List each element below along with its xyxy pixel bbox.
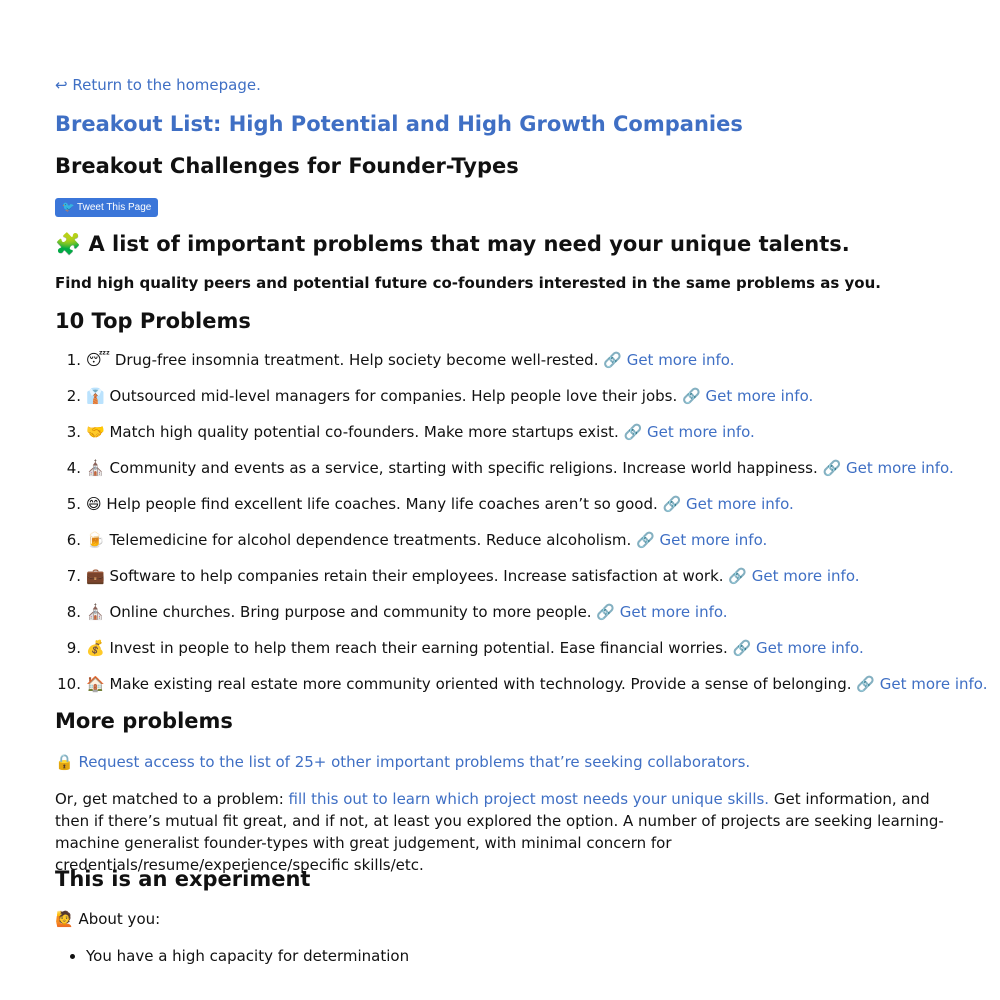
tweet-page-button[interactable]: 🐦 Tweet This Page — [55, 198, 158, 217]
match-paragraph-prefix: Or, get matched to a problem: — [55, 790, 289, 808]
list-number: 9. — [66, 639, 81, 657]
list-item — [55, 422, 955, 458]
problem-text: 🏠 Make existing real estate more community oriented with technology. Provide a sense of belonging. — [86, 675, 852, 693]
problem-text: 💼 Software to help companies retain their employees. Increase satisfaction at work. — [86, 567, 724, 585]
problem-text: 🍺 Telemedicine for alcohol dependence treatments. Reduce alcoholism. — [86, 531, 632, 549]
list-item — [55, 350, 955, 386]
experiment-heading: This is an experiment — [55, 867, 311, 891]
request-access-link[interactable]: 🔒 Request access to the list of 25+ other important problems that’re seeking collaborators. — [55, 753, 751, 771]
list-number: 10. — [57, 675, 81, 693]
return-homepage-link[interactable]: ↩ Return to the homepage. — [55, 76, 261, 94]
problem-text: ⛪ Community and events as a service, starting with specific religions. Increase world happiness. — [86, 459, 818, 477]
intro-heading: 🧩 A list of important problems that may need your unique talents. — [55, 232, 850, 256]
list-item — [55, 530, 955, 566]
about-you-list — [55, 946, 409, 966]
list-item — [55, 386, 955, 422]
get-more-info-link[interactable]: 🔗 Get more info. — [603, 351, 735, 369]
list-number: 2. — [66, 387, 81, 405]
list-number: 8. — [66, 603, 81, 621]
list-item: • You have a high capacity for determination — [86, 946, 409, 966]
list-number: 1. — [66, 351, 81, 369]
more-problems-heading: More problems — [55, 709, 233, 733]
list-item — [55, 674, 988, 710]
problem-text: 😴 Drug-free insomnia treatment. Help society become well-rested. — [86, 351, 599, 369]
get-more-info-link[interactable]: 🔗 Get more info. — [623, 423, 755, 441]
problem-text: 🤝 Match high quality potential co-founders. Make more startups exist. — [86, 423, 619, 441]
list-number: 5. — [66, 495, 81, 513]
list-item — [55, 602, 955, 638]
list-item — [55, 458, 955, 494]
get-more-info-link[interactable]: 🔗 Get more info. — [636, 531, 768, 549]
top-problems-list — [55, 350, 988, 710]
list-number: 6. — [66, 531, 81, 549]
get-more-info-link[interactable]: 🔗 Get more info. — [596, 603, 728, 621]
get-more-info-link[interactable]: 🔗 Get more info. — [822, 459, 954, 477]
match-paragraph — [55, 788, 945, 876]
problem-text: 😄 Help people find excellent life coaches. Many life coaches aren’t so good. — [86, 495, 658, 513]
top-problems-heading: 10 Top Problems — [55, 309, 251, 333]
intro-subheading: Find high quality peers and potential future co-founders interested in the same problems as you. — [55, 274, 881, 292]
get-more-info-link[interactable]: 🔗 Get more info. — [728, 567, 860, 585]
fill-this-out-link[interactable]: fill this out to learn which project most needs your unique skills. — [288, 790, 770, 808]
list-item — [55, 566, 955, 602]
get-more-info-link[interactable]: 🔗 Get more info. — [856, 675, 988, 693]
list-number: 4. — [66, 459, 81, 477]
list-number: 7. — [66, 567, 81, 585]
page-title: Breakout Challenges for Founder-Types — [55, 154, 519, 178]
problem-text: 💰 Invest in people to help them reach their earning potential. Ease financial worries. — [86, 639, 728, 657]
list-item — [55, 494, 955, 530]
get-more-info-link[interactable]: 🔗 Get more info. — [682, 387, 814, 405]
match-paragraph-suffix: Get information, and then if there’s mutual fit great, and if not, at least you explored the option. A number of projects are seeking learning-machine generalist founder-types with great judgement, with minimal concern for credentials/resume/experience/specific skills/etc. — [55, 790, 944, 874]
get-more-info-link[interactable]: 🔗 Get more info. — [662, 495, 794, 513]
list-number: 3. — [66, 423, 81, 441]
site-title-link[interactable]: Breakout List: High Potential and High Growth Companies — [55, 112, 743, 136]
problem-text: 👔 Outsourced mid-level managers for companies. Help people love their jobs. — [86, 387, 678, 405]
about-you-label: 🙋 About you: — [55, 910, 161, 928]
problem-text: ⛪ Online churches. Bring purpose and community to more people. — [86, 603, 592, 621]
get-more-info-link[interactable]: 🔗 Get more info. — [732, 639, 864, 657]
list-item — [55, 638, 955, 674]
